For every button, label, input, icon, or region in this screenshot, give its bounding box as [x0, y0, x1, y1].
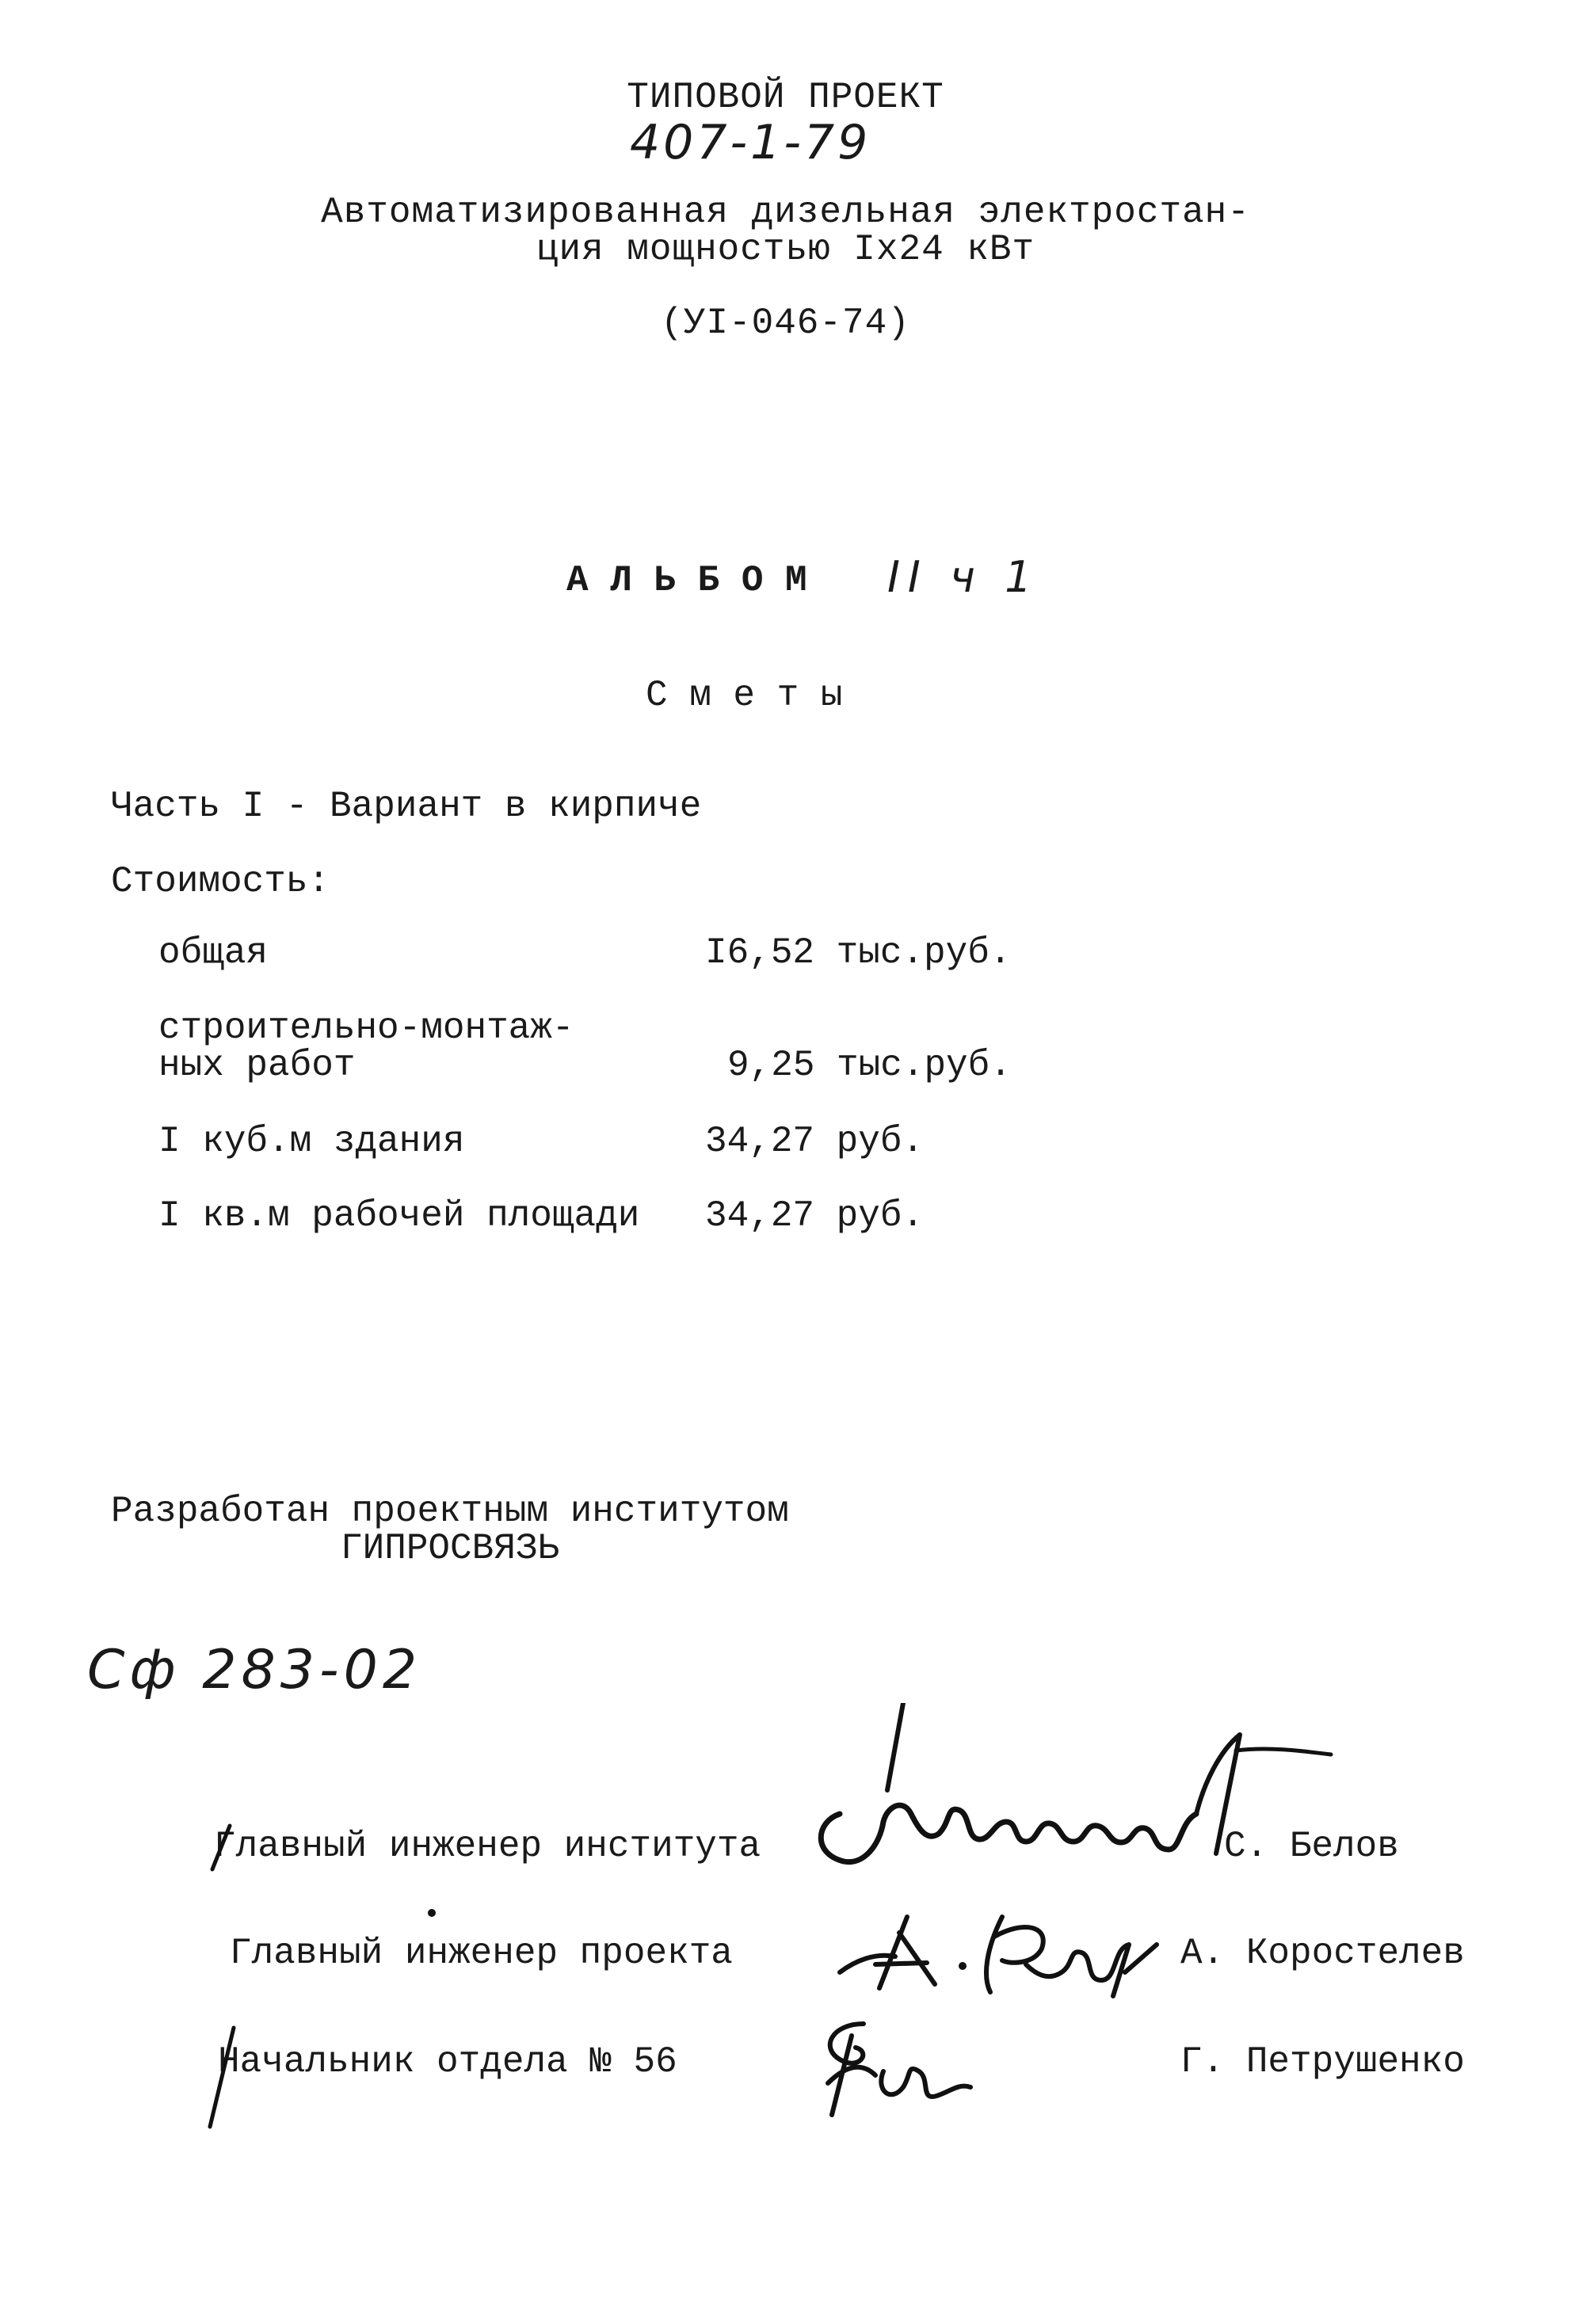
- cost-row-value: I6,52 тыс.руб.: [705, 932, 1012, 973]
- cost-row-label: ных работ: [158, 1045, 356, 1086]
- project-type-heading: ТИПОВОЙ ПРОЕКТ: [627, 77, 944, 118]
- signature-name: Г. Петрушенко: [1180, 2041, 1465, 2082]
- pen-mark: [206, 1822, 238, 1877]
- signature-position: Главный инженер проекта: [230, 1933, 733, 1974]
- pen-mark: [202, 2024, 242, 2135]
- part-title: Часть I - Вариант в кирпиче: [111, 786, 702, 827]
- cost-row-label: I кв.м рабочей площади: [158, 1195, 640, 1236]
- title-line-1: Автоматизированная дизельная электростан-: [321, 192, 1250, 233]
- title-line-2: ция мощностью Ix24 кВт: [536, 229, 1035, 270]
- pen-dot: [424, 1905, 440, 1921]
- cost-row-label: строительно-монтаж-: [158, 1008, 574, 1049]
- project-number-handwritten: 407-1-79: [630, 115, 871, 170]
- cost-row-label: I куб.м здания: [158, 1121, 465, 1162]
- cost-row-value: 9,25 тыс.руб.: [727, 1045, 1012, 1086]
- project-code: (УI-046-74): [661, 303, 910, 344]
- signature-name: С. Белов: [1224, 1826, 1399, 1867]
- signature-petrushenko: [808, 2016, 982, 2119]
- cost-row-value: 34,27 руб.: [705, 1195, 925, 1236]
- album-subtitle: С м е т ы: [646, 675, 843, 716]
- handwritten-reference: Сф 283-02: [87, 1639, 422, 1701]
- signature-name: А. Коростелев: [1180, 1933, 1465, 1974]
- signature-belov: [808, 1703, 1378, 1877]
- cost-heading: Стоимость:: [111, 861, 330, 902]
- signature-korostelev: [832, 1901, 1173, 2004]
- developer-institute: ГИПРОСВЯЗЬ: [341, 1528, 560, 1569]
- cost-row-value: 34,27 руб.: [705, 1121, 925, 1162]
- album-label: А Л Ь Б О М: [566, 560, 807, 601]
- cost-row-label: общая: [158, 932, 269, 973]
- developer-line-1: Разработан проектным институтом: [111, 1491, 789, 1532]
- signature-position: Начальник отдела № 56: [218, 2041, 677, 2082]
- album-number-handwritten: II ч 1: [887, 552, 1040, 602]
- signature-position: Главный инженер института: [214, 1826, 761, 1867]
